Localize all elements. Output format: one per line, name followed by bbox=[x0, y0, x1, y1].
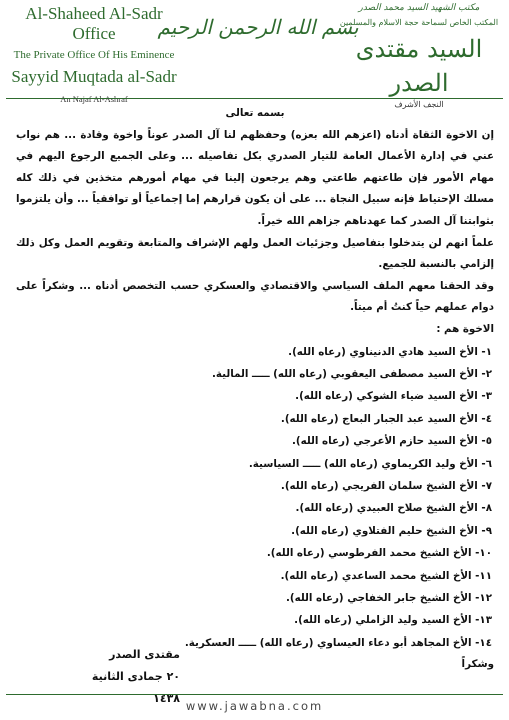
list-item: ٦- الأخ وليد الكريماوي (رعاه الله) ـــــ السياسية. bbox=[248, 457, 492, 470]
arabic-letterhead bbox=[336, 2, 502, 110]
footer-divider bbox=[6, 694, 503, 695]
list-item: ١١- الأخ الشيخ محمد الساعدي (رعاه الله). bbox=[280, 569, 492, 582]
letter-date: ٢٠ جمادى الثانية ١٤٣٨ bbox=[91, 670, 180, 705]
list-item: ٧- الأخ الشيخ سلمان الفريجي (رعاه الله). bbox=[280, 479, 492, 492]
city-ar: النجف الأشرف bbox=[394, 100, 444, 109]
eminence-name-ar: السيد مقتدى الصدر bbox=[355, 35, 483, 97]
list-item: ٩- الأخ الشيخ حليم الفتلاوي (رعاه الله). bbox=[291, 524, 492, 537]
office-name-ar: مكتب الشهيد السيد محمد الصدر bbox=[358, 3, 480, 13]
paragraph-3: وقد الحقنا معهم الملف السياسي والاقتصادي والعسكري حسب التخصص أدناه ... وشكراً على دوام عملهم حياً كنتُ أم ميتاً. bbox=[16, 279, 494, 314]
members-list bbox=[16, 341, 494, 655]
list-item: ٢- الأخ السيد مصطفى اليعقوبي (رعاه الله) ـــــ المالية. bbox=[212, 367, 492, 380]
city-en: An Najaf Al-Ashraf bbox=[60, 94, 128, 104]
letter-heading: بسمه تعالى bbox=[225, 107, 285, 119]
signature-name: مقتدى الصدر bbox=[109, 648, 180, 661]
paragraph-1: إن الاخوة الثقاة أدناه (اعزهم الله بعزه) وحفظهم لنا آل الصدر عوناً واخوة وقادة ... هم نواب عني في إدارة الأعمال العامة للتيار الصدري بكل تفاصيله ... وعلى الجميع الرجوع اليهم في مهام الأمور فإن طاعتهم طاعتي وهم يرجعون إلينا في مهام أمورهم متخذين في ذلك كله مسلك الإحتياط فإنه سبيل النجاة ... على أن يكون قرارهم إما إجماعياً أو توافقياً ... وأن يلتزموا بثوابتنا آل الصدر كما عهدناهم جزاهم الله خيراً. bbox=[16, 128, 494, 227]
english-letterhead bbox=[8, 4, 180, 104]
list-item: ٨- الأخ الشيخ صلاح العبيدي (رعاه الله). bbox=[295, 502, 492, 515]
basmala-calligraphy: بسم الله الرحمن الرحيم bbox=[157, 15, 359, 39]
office-subtitle-ar: المكتب الخاص لسماحة حجة الاسلام والمسلمين bbox=[339, 18, 499, 27]
list-item: ١٤- الأخ المجاهد أبو دعاء العيساوي (رعاه الله) ـــــ العسكرية. bbox=[184, 636, 492, 649]
closing-thanks: وشكراً bbox=[461, 658, 494, 671]
list-item: ٣- الأخ السيد ضياء الشوكي (رعاه الله). bbox=[295, 390, 492, 403]
letter-body bbox=[16, 103, 494, 676]
list-title: الاخوة هم : bbox=[436, 322, 494, 335]
footer-url: www.jawabna.com bbox=[185, 699, 324, 713]
list-item: ١- الأخ السيد هادي الدنيناوي (رعاه الله). bbox=[288, 345, 492, 358]
office-name-en: Al-Shaheed Al-Sadr Office bbox=[25, 4, 163, 43]
list-item: ١٠- الأخ الشيخ محمد الفرطوسي (رعاه الله). bbox=[266, 547, 492, 560]
list-item: ١٣- الأخ السيد وليد الزاملي (رعاه الله). bbox=[294, 614, 492, 627]
header-divider bbox=[6, 98, 503, 99]
list-item: ٤- الأخ السيد عبد الجبار البعاج (رعاه الله). bbox=[280, 412, 492, 425]
office-subtitle-en: The Private Office Of His Eminence bbox=[13, 49, 175, 61]
list-item: ٥- الأخ السيد حازم الأعرجي (رعاه الله). bbox=[291, 435, 492, 448]
list-item: ١٢- الأخ الشيخ جابر الخفاجي (رعاه الله). bbox=[285, 592, 492, 604]
paragraph-2: علماً انهم لن يتدخلوا بتفاصيل وجزئيات العمل ولهم الإشراف والمتابعة وتقويم العمل وكل ذلك إلزامي بالنسبة للجميع. bbox=[16, 236, 494, 271]
eminence-name-en: Sayyid Muqtada al-Sadr bbox=[11, 67, 177, 86]
